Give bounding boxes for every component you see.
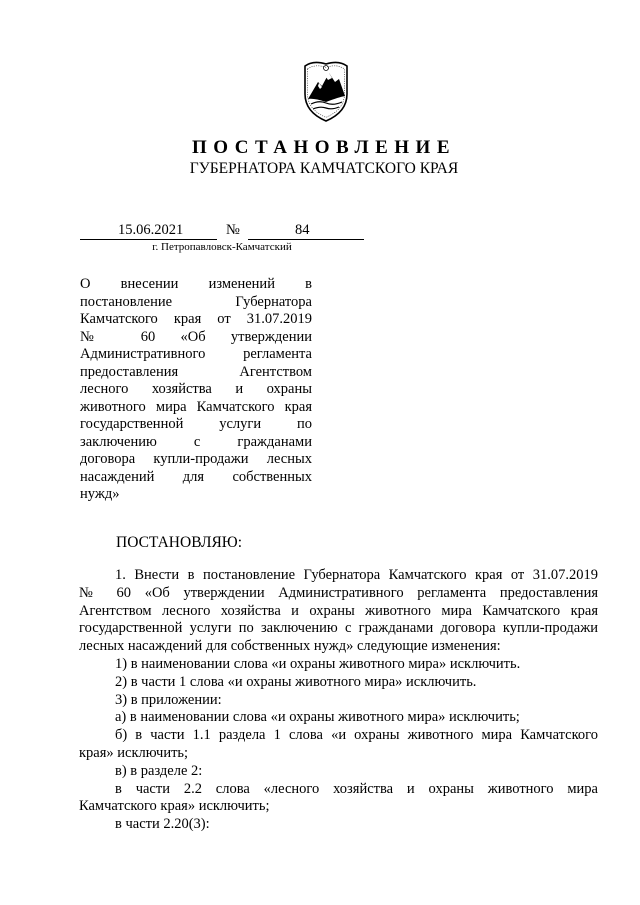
body-line: в части 2.2 слова «лесного хозяйства и охраны животного мира — [115, 780, 598, 797]
body-line: а) в наименовании слова «и охраны животного мира» исключить; — [115, 709, 520, 726]
document-body — [79, 567, 598, 834]
decree-word: ПОСТАНОВЛЯЮ: — [116, 534, 243, 551]
subject-line: № 60 «Об утверждении — [80, 328, 312, 345]
registration-row — [80, 222, 364, 240]
subject-line: О внесении изменений в — [80, 276, 312, 292]
document-title: ПОСТАНОВЛЕНИЕ — [191, 137, 457, 158]
body-line: 1. Внести в постановление Губернатора Камчатского края от 31.07.2019 — [115, 567, 598, 583]
subject-line: государственной услуги по — [80, 416, 312, 432]
body-line: Камчатского края» исключить; — [79, 798, 270, 815]
body-line: Агентством лесного хозяйства и охраны животного мира Камчатского края — [79, 602, 598, 619]
subject-line: заключению с гражданами — [80, 433, 312, 450]
subject-line: предоставления Агентством — [80, 363, 312, 380]
body-line: лесных насаждений для собственных нужд» следующие изменения: — [79, 638, 501, 655]
body-line: 2) в части 1 слова «и охраны животного мира» исключить. — [115, 673, 477, 690]
coat-of-arms-icon — [299, 58, 353, 124]
subject-line: Административного регламента — [80, 346, 312, 362]
subject-line: постановление Губернатора — [80, 293, 312, 310]
body-line: государственной услуги по заключению с гражданами договора купли-продажи — [79, 620, 598, 637]
subject-line: Камчатского края от 31.07.2019 — [80, 311, 312, 327]
subject-line: нужд» — [80, 486, 120, 502]
body-line: 1) в наименовании слова «и охраны животного мира» исключить. — [115, 655, 521, 672]
body-line: б) в части 1.1 раздела 1 слова «и охраны животного мира Камчатского — [115, 727, 598, 744]
body-line: в) в разделе 2: — [115, 762, 203, 779]
number-sign: № — [226, 222, 240, 238]
body-line: 3) в приложении: — [115, 691, 222, 708]
document-issuer: ГУБЕРНАТОРА КАМЧАТСКОГО КРАЯ — [189, 160, 459, 177]
body-line: края» исключить; — [79, 744, 189, 761]
document-place: г. Петропавловск-Камчатский — [152, 241, 292, 253]
date-underline — [80, 239, 217, 240]
document-subject — [80, 276, 312, 504]
document-number: 84 — [295, 222, 310, 238]
subject-line: лесного хозяйства и охраны — [80, 381, 312, 397]
subject-line: насаждений для собственных — [80, 468, 312, 485]
subject-line: договора купли-продажи лесных — [80, 451, 312, 467]
subject-line: животного мира Камчатского края — [80, 398, 312, 415]
document-date: 15.06.2021 — [118, 222, 184, 238]
number-underline — [248, 239, 364, 240]
body-line: в части 2.20(3): — [115, 816, 210, 833]
body-line: № 60 «Об утверждении Административного регламента предоставления — [79, 584, 598, 601]
